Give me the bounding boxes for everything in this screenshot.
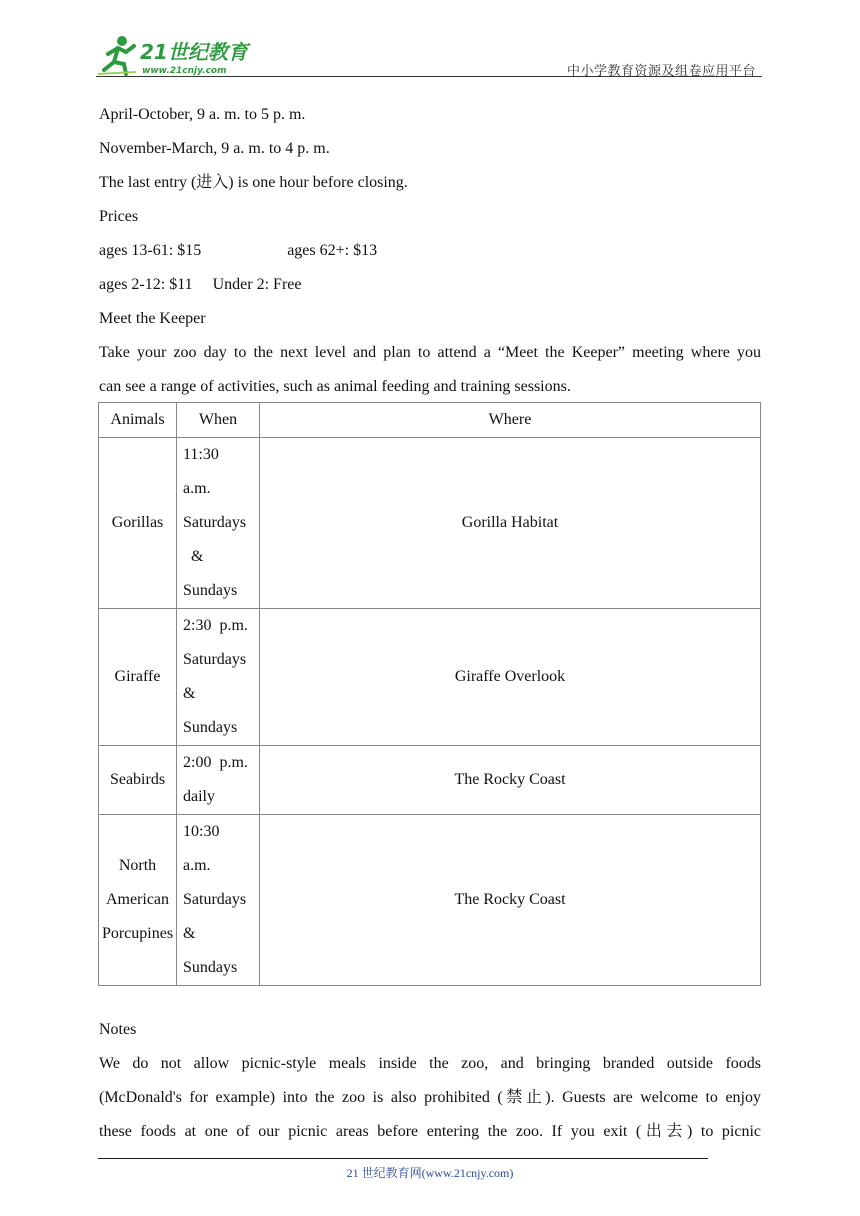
animal-cell — [99, 438, 177, 609]
animal-name: American — [105, 891, 170, 908]
when-text: & — [183, 685, 196, 702]
when-text: a.m. — [183, 857, 211, 874]
when-text: daily — [183, 788, 215, 805]
header-divider — [96, 76, 762, 77]
animal-cell — [99, 746, 177, 815]
runner-logo-icon — [96, 34, 266, 76]
logo-wordmark: 21世纪教育 — [140, 40, 248, 64]
when-text: 2:00 p.m. — [183, 754, 248, 771]
price-row-1 — [99, 234, 761, 268]
table-header-row — [99, 403, 761, 438]
when-text: 11:30 — [183, 446, 219, 463]
when-cell — [177, 609, 260, 746]
prices-heading: Prices — [99, 208, 139, 225]
meet-keeper-schedule-table — [98, 402, 761, 986]
table-row — [99, 815, 761, 986]
notes-heading: Notes — [99, 1021, 137, 1038]
last-entry-note: The last entry (进入) is one hour before closing. — [99, 174, 408, 191]
page-header — [96, 34, 762, 78]
hours-nov-mar: November-March, 9 a. m. to 4 p. m. — [99, 140, 330, 157]
price-13-61: ages 13-61: $15 — [99, 242, 202, 259]
price-row-2 — [99, 268, 761, 302]
animal-name: Gorillas — [111, 514, 164, 531]
when-text: Sundays — [183, 719, 238, 736]
notes-line-2: (McDonald's for example) into the zoo is also prohibited (禁止). Guests are welcome to enjoy — [99, 1089, 761, 1106]
where-cell: The Rocky Coast — [260, 815, 761, 986]
header-when: When — [177, 403, 260, 438]
meet-keeper-heading: Meet the Keeper — [99, 310, 206, 327]
where-cell: The Rocky Coast — [260, 746, 761, 815]
meet-keeper-text-line-2: can see a range of activities, such as animal feeding and training sessions. — [99, 378, 571, 395]
table-row — [99, 746, 761, 815]
when-text: & — [183, 925, 196, 942]
animal-name: Seabirds — [109, 771, 166, 788]
header-where: Where — [260, 403, 761, 438]
footer-site-link[interactable]: 21 世纪教育网(www.21cnjy.com) — [346, 1166, 514, 1180]
animal-name: North — [118, 857, 157, 874]
when-cell — [177, 746, 260, 815]
where-cell: Gorilla Habitat — [260, 438, 761, 609]
meet-keeper-text-line-1: Take your zoo day to the next level and plan to attend a “Meet the Keeper” meeting where you — [99, 344, 761, 361]
zoo-info-content — [99, 98, 761, 404]
hours-apr-oct: April-October, 9 a. m. to 5 p. m. — [99, 106, 306, 123]
where-cell: Giraffe Overlook — [260, 609, 761, 746]
when-text: Saturdays — [183, 891, 247, 908]
when-text: a.m. — [183, 480, 211, 497]
notes-line-3: these foods at one of our picnic areas before entering the zoo. If you exit (出去) to picnic — [99, 1123, 761, 1140]
price-2-12: ages 2-12: $11 — [99, 276, 193, 293]
logo-url: www.21cnjy.com — [142, 66, 227, 76]
when-text: Saturdays — [183, 651, 247, 668]
when-text: Sundays — [183, 959, 238, 976]
site-logo[interactable] — [96, 34, 266, 76]
when-cell — [177, 438, 260, 609]
when-text: & — [191, 548, 204, 565]
notes-line-1: We do not allow picnic-style meals inside the zoo, and bringing branded outside foods — [99, 1055, 761, 1072]
animal-name: Giraffe — [114, 668, 161, 685]
notes-section — [99, 1013, 761, 1149]
platform-name: 中小学教育资源及组卷应用平台 — [566, 64, 756, 79]
when-text: 10:30 — [183, 823, 220, 840]
price-62-plus: ages 62+: $13 — [287, 242, 378, 259]
when-cell — [177, 815, 260, 986]
header-animals: Animals — [99, 403, 177, 438]
animal-cell — [99, 609, 177, 746]
footer-divider — [98, 1158, 708, 1159]
animal-name: Porcupines — [101, 925, 174, 942]
when-text: Sundays — [183, 582, 238, 599]
animal-cell — [99, 815, 177, 986]
when-text: 2:30 p.m. — [183, 617, 248, 634]
table-row — [99, 609, 761, 746]
price-under-2: Under 2: Free — [212, 276, 302, 293]
when-text: Saturdays — [183, 514, 247, 531]
table-row — [99, 438, 761, 609]
